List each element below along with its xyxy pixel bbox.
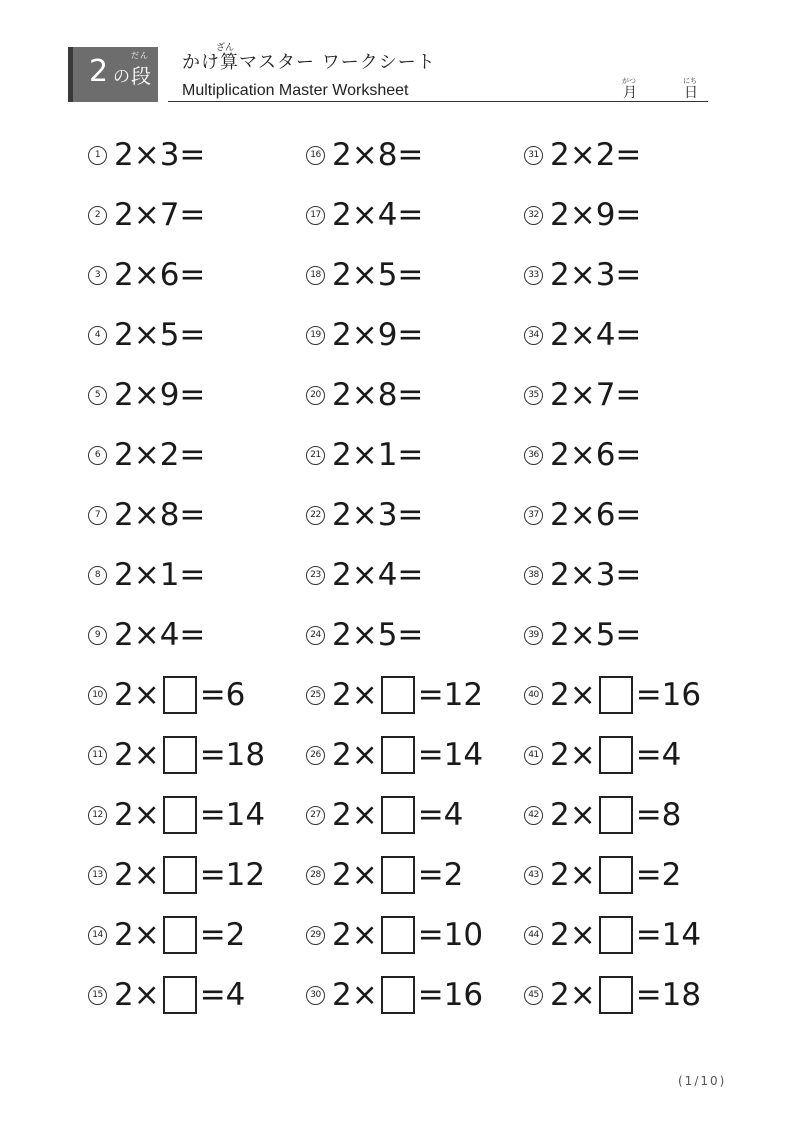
problem-expression bbox=[114, 436, 205, 475]
problem-number: 13 bbox=[88, 866, 107, 885]
problem-number: 16 bbox=[306, 146, 325, 165]
expression-text: 2×4= bbox=[114, 617, 206, 653]
problem-number: 22 bbox=[306, 506, 325, 525]
expression-result: =14 bbox=[417, 737, 484, 773]
month-ruby: がつ bbox=[622, 77, 636, 85]
expression-result: =18 bbox=[199, 737, 266, 773]
answer-box[interactable] bbox=[599, 916, 633, 954]
expression-result: =14 bbox=[635, 917, 702, 953]
problem-number: 25 bbox=[306, 686, 325, 705]
problem-number: 39 bbox=[524, 626, 543, 645]
problem-number: 28 bbox=[306, 866, 325, 885]
expression-text: 2×8= bbox=[332, 377, 424, 413]
problem-expression bbox=[114, 256, 205, 295]
problem-item bbox=[306, 186, 526, 246]
problem-number: 42 bbox=[524, 806, 543, 825]
problem-expression bbox=[332, 196, 423, 235]
answer-box[interactable] bbox=[599, 736, 633, 774]
problem-number: 31 bbox=[524, 146, 543, 165]
expression-text: 2×2= bbox=[114, 437, 206, 473]
problem-expression bbox=[114, 676, 245, 715]
problem-number: 43 bbox=[524, 866, 543, 885]
problem-item bbox=[306, 726, 526, 786]
expression-result: =18 bbox=[635, 977, 702, 1013]
expression-result: =10 bbox=[417, 917, 484, 953]
problem-expression bbox=[550, 436, 641, 475]
problem-item bbox=[524, 666, 744, 726]
problem-item bbox=[88, 786, 308, 846]
problem-item bbox=[306, 666, 526, 726]
expression-prefix: 2× bbox=[114, 677, 160, 713]
problem-item bbox=[306, 306, 526, 366]
header-rule bbox=[168, 101, 708, 102]
problem-expression bbox=[114, 616, 205, 655]
problem-expression bbox=[550, 856, 681, 895]
problem-item bbox=[88, 546, 308, 606]
answer-box[interactable] bbox=[599, 796, 633, 834]
answer-box[interactable] bbox=[599, 976, 633, 1014]
expression-prefix: 2× bbox=[550, 917, 596, 953]
expression-prefix: 2× bbox=[332, 977, 378, 1013]
problem-number: 21 bbox=[306, 446, 325, 465]
problem-number: 1 bbox=[88, 146, 107, 165]
problem-expression bbox=[550, 316, 641, 355]
answer-box[interactable] bbox=[163, 736, 197, 774]
answer-box[interactable] bbox=[163, 976, 197, 1014]
problem-number: 23 bbox=[306, 566, 325, 585]
expression-result: =4 bbox=[199, 977, 246, 1013]
problem-expression bbox=[332, 496, 423, 535]
problem-expression bbox=[114, 196, 205, 235]
expression-result: =12 bbox=[199, 857, 266, 893]
problem-expression bbox=[332, 256, 423, 295]
problem-expression bbox=[550, 676, 701, 715]
problem-number: 5 bbox=[88, 386, 107, 405]
problem-expression bbox=[332, 676, 483, 715]
expression-prefix: 2× bbox=[550, 797, 596, 833]
problem-expression bbox=[332, 616, 423, 655]
answer-box[interactable] bbox=[163, 916, 197, 954]
problem-number: 33 bbox=[524, 266, 543, 285]
expression-text: 2×5= bbox=[550, 617, 642, 653]
problem-number: 27 bbox=[306, 806, 325, 825]
expression-text: 2×4= bbox=[550, 317, 642, 353]
problem-expression bbox=[332, 316, 423, 355]
problem-item bbox=[88, 486, 308, 546]
problem-expression bbox=[114, 856, 265, 895]
expression-prefix: 2× bbox=[550, 677, 596, 713]
problem-item bbox=[524, 246, 744, 306]
problem-expression bbox=[550, 136, 641, 175]
expression-text: 2×5= bbox=[114, 317, 206, 353]
problem-number: 40 bbox=[524, 686, 543, 705]
expression-result: =12 bbox=[417, 677, 484, 713]
expression-result: =14 bbox=[199, 797, 266, 833]
expression-text: 2×9= bbox=[550, 197, 642, 233]
expression-prefix: 2× bbox=[332, 677, 378, 713]
problem-expression bbox=[332, 916, 483, 955]
problem-number: 3 bbox=[88, 266, 107, 285]
problem-number: 17 bbox=[306, 206, 325, 225]
problem-expression bbox=[550, 976, 701, 1015]
problem-number: 32 bbox=[524, 206, 543, 225]
problem-number: 11 bbox=[88, 746, 107, 765]
expression-result: =2 bbox=[635, 857, 682, 893]
answer-box[interactable] bbox=[163, 796, 197, 834]
problem-item bbox=[524, 786, 744, 846]
badge-number: 2 bbox=[89, 54, 109, 89]
answer-box[interactable] bbox=[163, 856, 197, 894]
problem-item bbox=[306, 126, 526, 186]
problem-item bbox=[88, 126, 308, 186]
expression-text: 2×7= bbox=[114, 197, 206, 233]
expression-text: 2×5= bbox=[332, 257, 424, 293]
problem-expression bbox=[114, 736, 265, 775]
problem-expression bbox=[114, 796, 265, 835]
expression-text: 2×9= bbox=[332, 317, 424, 353]
problem-expression bbox=[114, 556, 205, 595]
answer-box[interactable] bbox=[599, 676, 633, 714]
problem-number: 19 bbox=[306, 326, 325, 345]
problem-number: 6 bbox=[88, 446, 107, 465]
expression-text: 2×5= bbox=[332, 617, 424, 653]
problem-item bbox=[524, 426, 744, 486]
day-label: 日 bbox=[684, 85, 698, 101]
problem-expression bbox=[114, 316, 205, 355]
problem-number: 8 bbox=[88, 566, 107, 585]
problem-number: 35 bbox=[524, 386, 543, 405]
problem-item bbox=[88, 666, 308, 726]
problem-expression bbox=[332, 556, 423, 595]
problem-number: 15 bbox=[88, 986, 107, 1005]
problem-item bbox=[306, 606, 526, 666]
problem-item bbox=[88, 846, 308, 906]
problem-number: 12 bbox=[88, 806, 107, 825]
worksheet-title-jp: かけ算マスター ワークシート bbox=[182, 52, 436, 73]
expression-prefix: 2× bbox=[550, 977, 596, 1013]
problem-expression bbox=[550, 916, 701, 955]
expression-result: =2 bbox=[417, 857, 464, 893]
month-label: 月 bbox=[623, 85, 637, 101]
problem-number: 14 bbox=[88, 926, 107, 945]
expression-text: 2×6= bbox=[550, 497, 642, 533]
expression-text: 2×4= bbox=[332, 557, 424, 593]
expression-prefix: 2× bbox=[332, 857, 378, 893]
problem-expression bbox=[332, 736, 483, 775]
answer-box[interactable] bbox=[381, 736, 415, 774]
problem-number: 38 bbox=[524, 566, 543, 585]
problem-number: 41 bbox=[524, 746, 543, 765]
problem-expression bbox=[114, 976, 245, 1015]
expression-result: =4 bbox=[635, 737, 682, 773]
expression-result: =4 bbox=[417, 797, 464, 833]
problem-number: 20 bbox=[306, 386, 325, 405]
problem-item bbox=[524, 906, 744, 966]
problem-item bbox=[88, 366, 308, 426]
problem-number: 9 bbox=[88, 626, 107, 645]
expression-text: 2×2= bbox=[550, 137, 642, 173]
problem-item bbox=[88, 906, 308, 966]
problem-number: 44 bbox=[524, 926, 543, 945]
badge-no: の bbox=[113, 67, 130, 87]
problem-item bbox=[524, 186, 744, 246]
expression-text: 2×3= bbox=[550, 557, 642, 593]
worksheet-title-en: Multiplication Master Worksheet bbox=[182, 82, 409, 99]
expression-text: 2×8= bbox=[332, 137, 424, 173]
expression-prefix: 2× bbox=[332, 797, 378, 833]
expression-prefix: 2× bbox=[550, 857, 596, 893]
problem-item bbox=[524, 966, 744, 1026]
problem-item bbox=[88, 726, 308, 786]
expression-result: =2 bbox=[199, 917, 246, 953]
day-ruby: にち bbox=[683, 77, 697, 85]
expression-text: 2×3= bbox=[550, 257, 642, 293]
answer-box[interactable] bbox=[381, 976, 415, 1014]
expression-text: 2×1= bbox=[114, 557, 206, 593]
answer-box[interactable] bbox=[381, 676, 415, 714]
problem-number: 26 bbox=[306, 746, 325, 765]
expression-result: =16 bbox=[417, 977, 484, 1013]
problem-item bbox=[306, 486, 526, 546]
problem-item bbox=[524, 306, 744, 366]
problem-item bbox=[306, 366, 526, 426]
problem-item bbox=[88, 186, 308, 246]
expression-text: 2×8= bbox=[114, 497, 206, 533]
problem-expression bbox=[550, 556, 641, 595]
problem-number: 18 bbox=[306, 266, 325, 285]
problem-number: 37 bbox=[524, 506, 543, 525]
answer-box[interactable] bbox=[599, 856, 633, 894]
problem-number: 10 bbox=[88, 686, 107, 705]
problem-item bbox=[524, 126, 744, 186]
problem-expression bbox=[550, 256, 641, 295]
expression-prefix: 2× bbox=[114, 797, 160, 833]
expression-text: 2×6= bbox=[114, 257, 206, 293]
problem-expression bbox=[550, 616, 641, 655]
page-indicator: (1/10) bbox=[678, 1074, 727, 1088]
problem-number: 36 bbox=[524, 446, 543, 465]
problem-expression bbox=[332, 976, 483, 1015]
problem-item bbox=[524, 846, 744, 906]
level-badge bbox=[68, 47, 158, 102]
answer-box[interactable] bbox=[381, 856, 415, 894]
problem-item bbox=[524, 366, 744, 426]
expression-result: =6 bbox=[199, 677, 246, 713]
problem-expression bbox=[114, 496, 205, 535]
problem-expression bbox=[550, 196, 641, 235]
problem-item bbox=[524, 606, 744, 666]
problem-number: 24 bbox=[306, 626, 325, 645]
problem-item bbox=[306, 966, 526, 1026]
problem-expression bbox=[114, 376, 205, 415]
title-ruby: ざん bbox=[216, 43, 235, 53]
expression-text: 2×3= bbox=[114, 137, 206, 173]
problem-item bbox=[306, 846, 526, 906]
problem-item bbox=[306, 246, 526, 306]
problem-number: 29 bbox=[306, 926, 325, 945]
problem-expression bbox=[114, 916, 245, 955]
problem-expression bbox=[332, 136, 423, 175]
problem-item bbox=[88, 966, 308, 1026]
answer-box[interactable] bbox=[381, 796, 415, 834]
expression-prefix: 2× bbox=[114, 977, 160, 1013]
expression-text: 2×6= bbox=[550, 437, 642, 473]
expression-result: =8 bbox=[635, 797, 682, 833]
expression-prefix: 2× bbox=[114, 857, 160, 893]
answer-box[interactable] bbox=[381, 916, 415, 954]
problem-item bbox=[306, 546, 526, 606]
expression-prefix: 2× bbox=[332, 917, 378, 953]
problem-expression bbox=[550, 736, 681, 775]
problem-item bbox=[306, 426, 526, 486]
problem-number: 34 bbox=[524, 326, 543, 345]
problem-number: 45 bbox=[524, 986, 543, 1005]
problem-item bbox=[524, 726, 744, 786]
problem-item bbox=[88, 306, 308, 366]
expression-text: 2×4= bbox=[332, 197, 424, 233]
expression-prefix: 2× bbox=[550, 737, 596, 773]
expression-prefix: 2× bbox=[114, 917, 160, 953]
problem-expression bbox=[114, 136, 205, 175]
expression-text: 2×7= bbox=[550, 377, 642, 413]
problem-expression bbox=[332, 856, 463, 895]
problem-item bbox=[306, 906, 526, 966]
answer-box[interactable] bbox=[163, 676, 197, 714]
expression-text: 2×9= bbox=[114, 377, 206, 413]
problem-expression bbox=[332, 376, 423, 415]
problem-expression bbox=[332, 436, 423, 475]
problem-expression bbox=[550, 496, 641, 535]
problem-number: 2 bbox=[88, 206, 107, 225]
expression-text: 2×1= bbox=[332, 437, 424, 473]
expression-result: =16 bbox=[635, 677, 702, 713]
expression-prefix: 2× bbox=[332, 737, 378, 773]
problem-expression bbox=[550, 796, 681, 835]
problem-item bbox=[524, 486, 744, 546]
problem-expression bbox=[550, 376, 641, 415]
problem-item bbox=[524, 546, 744, 606]
expression-text: 2×3= bbox=[332, 497, 424, 533]
problem-number: 30 bbox=[306, 986, 325, 1005]
problem-number: 4 bbox=[88, 326, 107, 345]
badge-dan: 段 bbox=[131, 64, 151, 88]
problem-item bbox=[88, 426, 308, 486]
problem-number: 7 bbox=[88, 506, 107, 525]
badge-dan-ruby: だん bbox=[131, 51, 149, 60]
problem-expression bbox=[332, 796, 463, 835]
problem-item bbox=[306, 786, 526, 846]
expression-prefix: 2× bbox=[114, 737, 160, 773]
problem-item bbox=[88, 246, 308, 306]
problem-item bbox=[88, 606, 308, 666]
